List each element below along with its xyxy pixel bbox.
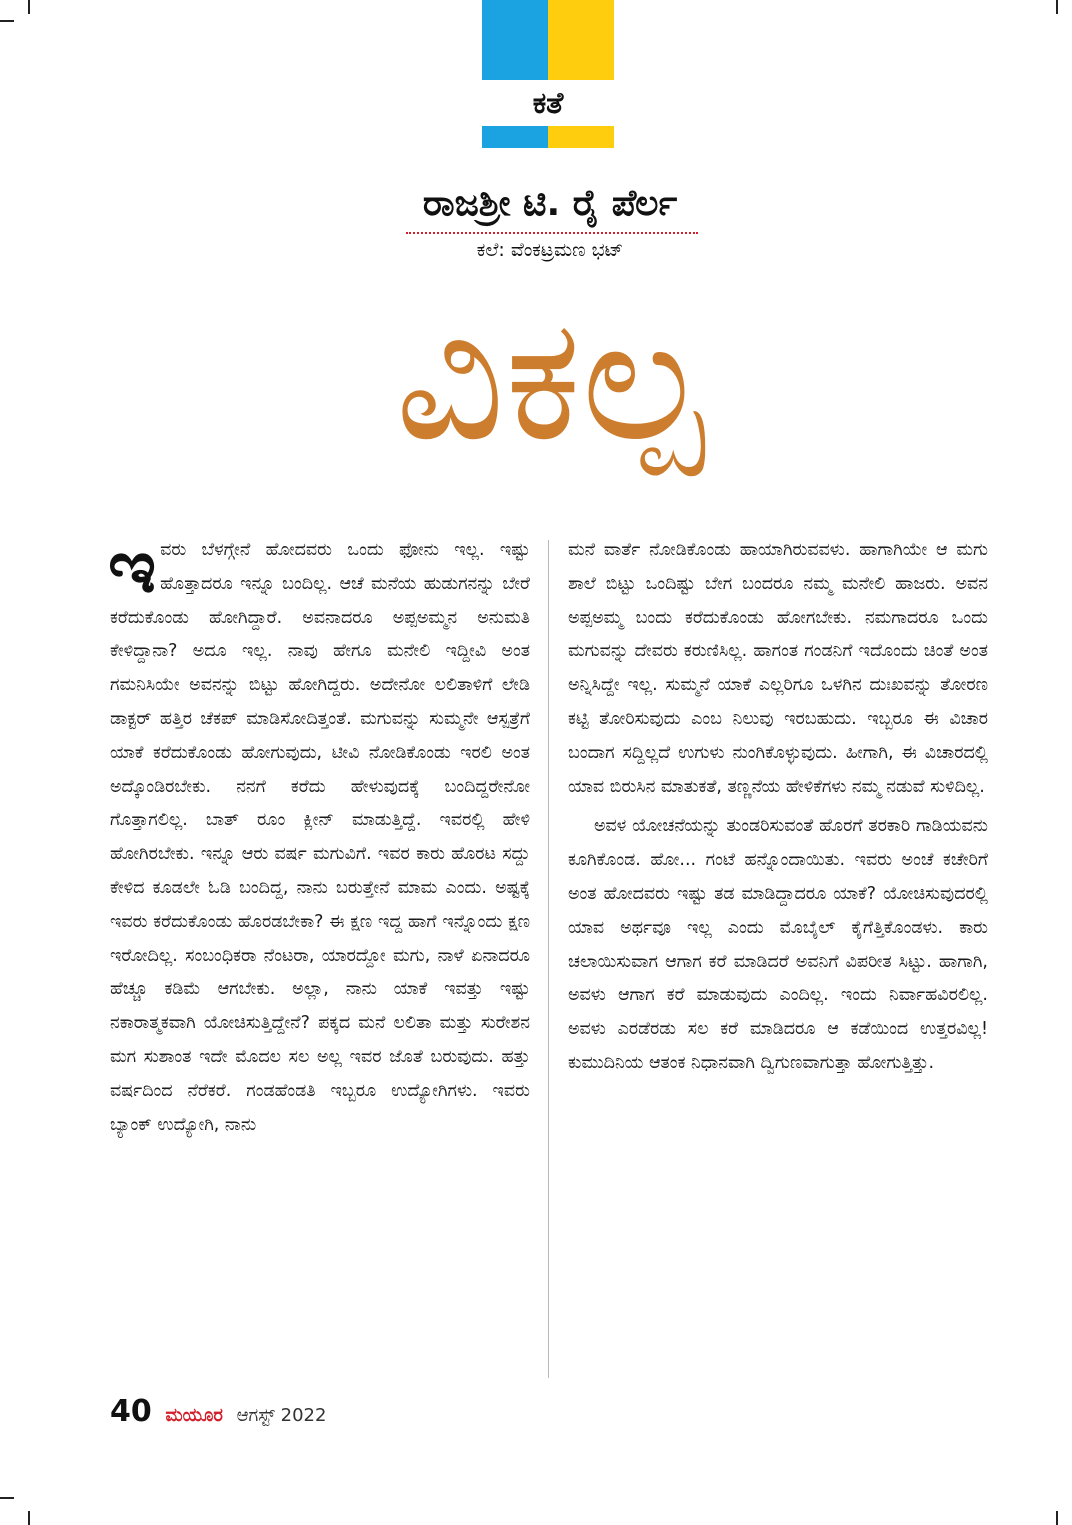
crop-mark bbox=[28, 1511, 30, 1525]
magazine-name: ಮಯೂರ bbox=[165, 1405, 223, 1426]
story-title: ವಿಕಲ್ಪ bbox=[395, 281, 705, 479]
crop-mark bbox=[0, 1497, 14, 1499]
issue-date: ಆಗಸ್ಟ್ 2022 bbox=[236, 1405, 327, 1426]
author-divider bbox=[406, 232, 698, 234]
crop-mark bbox=[28, 0, 30, 14]
crop-mark bbox=[0, 20, 14, 22]
story-column-left bbox=[108, 524, 530, 1142]
section-label: ಕತೆ bbox=[532, 86, 564, 121]
paragraph-text: ವರು ಬೆಳಗ್ಗೇನೆ ಹೋದವರು ಒಂದು ಫೋನು ಇಲ್ಲ. ಇಷ್ಟು ಹೊತ್ತಾದರೂ ಇನ್ನೂ ಬಂದಿಲ್ಲ. ಆಚೆ ಮನೆಯ ಹುಡುಗನನ್ನು ಬೇರೆ ಕರೆದುಕೊಂಡು ಹೋಗಿದ್ದಾರೆ. ಅವನಾದರೂ ಅಪ್ಪಅಮ್ಮನ ಅನುಮತಿ ಕೇಳಿದ್ದಾನಾ? ಅದೂ ಇಲ್ಲ. ನಾವು ಹೇಗೂ ಮನೇಲಿ ಇದ್ದೀವಿ ಅಂತ ಗಮನಿಸಿಯೇ ಅವನನ್ನು ಬಿಟ್ಟು ಹೋಗಿದ್ದರು. ಅದೇನೋ ಲಲಿತಾಳಿಗೆ ಲೇಡಿ ಡಾಕ್ಟರ್ ಹತ್ತಿರ ಚೆಕಪ್ ಮಾಡಿಸೋದಿತ್ತಂತೆ. ಮಗುವನ್ನು ಸುಮ್ಮನೇ ಆಸ್ಪತ್ರೆಗೆ ಯಾಕೆ ಕರೆದುಕೊಂಡು ಹೋಗುವುದು, ಟೀವಿ ನೋಡಿಕೊಂಡು ಇರಲಿ ಅಂತ ಅದ್ಕೊಂಡಿರಬೇಕು. ನನಗೆ ಕರೆದು ಹೇಳುವುದಕ್ಕೆ ಬಂದಿದ್ದರೇನೋ ಗೊತ್ತಾಗಲಿಲ್ಲ. ಬಾತ್ ರೂಂ ಕ್ಲೀನ್ ಮಾಡುತ್ತಿದ್ದೆ. ಇವರಲ್ಲಿ ಹೇಳಿ ಹೋಗಿರಬೇಕು. ಇನ್ನೂ ಆರು ವರ್ಷ ಮಗುವಿಗೆ. ಇವರ ಕಾರು ಹೊರಟ ಸದ್ದು ಕೇಳಿದ ಕೂಡಲೇ ಓಡಿ ಬಂದಿದ್ದ, ನಾನು ಬರುತ್ತೇನೆ ಮಾಮ ಎಂದು. ಅಷ್ಟಕ್ಕೆ ಇವರು ಕರೆದುಕೊಂಡು ಹೊರಡಬೇಕಾ? ಈ ಕ್ಷಣ ಇದ್ದ ಹಾಗೆ ಇನ್ನೊಂದು ಕ್ಷಣ ಇರೋದಿಲ್ಲ. ಸಂಬಂಧಿಕರಾ ನೆಂಟರಾ, ಯಾರದ್ದೋ ಮಗು, ನಾಳೆ ಏನಾದರೂ ಹೆಚ್ಚೂ ಕಡಿಮೆ ಆಗಬೇಕು. ಅಲ್ಲಾ, ನಾನು ಯಾಕೆ ಇವತ್ತು ಇಷ್ಟು ನಕಾರಾತ್ಮಕವಾಗಿ ಯೋಚಿಸುತ್ತಿದ್ದೇನೆ? ಪಕ್ಕದ ಮನೆ ಲಲಿತಾ ಮತ್ತು ಸುರೇಶನ ಮಗ ಸುಶಾಂತ ಇದೇ ಮೊದಲ ಸಲ ಅಲ್ಲ ಇವರ ಜೊತೆ ಬರುವುದು. ಹತ್ತು ವರ್ಷದಿಂದ ನೆರೆಕರೆ. ಗಂಡಹೆಂಡತಿ ಇಬ್ಬರೂ ಉದ್ಯೋಗಿಗಳು. ಇವರು ಬ್ಯಾಂಕ್ ಉದ್ಯೋಗಿ, ನಾನು bbox=[110, 540, 530, 1135]
crop-mark bbox=[1056, 0, 1058, 14]
badge-blue-strip bbox=[482, 126, 548, 148]
badge-yellow-strip bbox=[548, 126, 614, 148]
story-column-right bbox=[568, 534, 988, 1081]
crop-mark bbox=[1056, 1511, 1058, 1525]
story-paragraph: ಮನೆ ವಾರ್ತೆ ನೋಡಿಕೊಂಡು ಹಾಯಾಗಿರುವವಳು. ಹಾಗಾಗಿಯೇ ಆ ಮಗು ಶಾಲೆ ಬಿಟ್ಟು ಒಂದಿಷ್ಟು ಬೇಗ ಬಂದರೂ ನಮ್ಮ ಮನೇಲಿ ಹಾಜರು. ಅವನ ಅಪ್ಪಅಮ್ಮ ಬಂದು ಕರೆದುಕೊಂಡು ಹೋಗಬೇಕು. ನಮಗಾದರೂ ಒಂದು ಮಗುವನ್ನು ದೇವರು ಕರುಣಿಸಿಲ್ಲ. ಹಾಗಂತ ಗಂಡನಿಗೆ ಇದೊಂದು ಚಿಂತೆ ಅಂತ ಅನ್ನಿಸಿದ್ದೇ ಇಲ್ಲ. ಸುಮ್ಮನೆ ಯಾಕೆ ಎಲ್ಲರಿಗೂ ಒಳಗಿನ ದುಃಖವನ್ನು ತೋರಣ ಕಟ್ಟಿ ತೋರಿಸುವುದು ಎಂಬ ನಿಲುವು ಇರಬಹುದು. ಇಬ್ಬರೂ ಈ ವಿಚಾರ ಬಂದಾಗ ಸದ್ದಿಲ್ಲದೆ ಉಗುಳು ನುಂಗಿಕೊಳ್ಳುವುದು. ಹೀಗಾಗಿ, ಈ ವಿಚಾರದಲ್ಲಿ ಯಾವ ಬಿರುಸಿನ ಮಾತುಕತೆ, ತಣ್ಣನೆಯ ಹೇಳಿಕೆಗಳು ನಮ್ಮ ನಡುವೆ ಸುಳಿದಿಲ್ಲ. bbox=[568, 540, 988, 797]
story-paragraph: ಅವಳ ಯೋಚನೆಯನ್ನು ತುಂಡರಿಸುವಂತೆ ಹೊರಗೆ ತರಕಾರಿ ಗಾಡಿಯವನು ಕೂಗಿಕೊಂಡ. ಹೋ... ಗಂಟೆ ಹನ್ನೊಂದಾಯಿತು. ಇವರು ಅಂಚೆ ಕಚೇರಿಗೆ ಅಂತ ಹೋದವರು ಇಷ್ಟು ತಡ ಮಾಡಿದ್ದಾದರೂ ಯಾಕೆ? ಯೋಚಿಸುವುದರಲ್ಲಿ ಯಾವ ಅರ್ಥವೂ ಇಲ್ಲ ಎಂದು ಮೊಬೈಲ್ ಕೈಗೆತ್ತಿಕೊಂಡಳು. ಕಾರು ಚಲಾಯಿಸುವಾಗ ಆಗಾಗ ಕರೆ ಮಾಡಿದರೆ ಅವನಿಗೆ ವಿಪರೀತ ಸಿಟ್ಟು. ಹಾಗಾಗಿ, ಅವಳು ಆಗಾಗ ಕರೆ ಮಾಡುವುದು ಎಂದಿಲ್ಲ. ಇಂದು ನಿರ್ವಾಹವಿರಲಿಲ್ಲ. ಅವಳು ಎರಡೆರಡು ಸಲ ಕರೆ ಮಾಡಿದರೂ ಆ ಕಡೆಯಿಂದ ಉತ್ತರವಿಲ್ಲ! ಕುಮುದಿನಿಯ ಆತಂಕ ನಿಧಾನವಾಗಿ ದ್ವಿಗುಣವಾಗುತ್ತಾ ಹೋಗುತ್ತಿತ್ತು. bbox=[568, 816, 988, 1073]
story-paragraph bbox=[108, 524, 530, 1142]
illustrator-credit: ಕಲೆ: ವೆಂಕಟ್ರಮಣ ಭಟ್ bbox=[476, 239, 624, 261]
page-footer bbox=[110, 1392, 326, 1432]
author-name: ರಾಜಶ್ರೀ ಟಿ. ರೈ ಪೆರ್ಲ bbox=[422, 183, 678, 224]
page-number: 40 bbox=[110, 1394, 152, 1429]
drop-cap: ಇ bbox=[108, 524, 157, 610]
badge-yellow-block bbox=[548, 0, 614, 80]
column-divider bbox=[548, 540, 549, 1378]
section-badge bbox=[482, 0, 614, 150]
badge-blue-block bbox=[482, 0, 548, 80]
